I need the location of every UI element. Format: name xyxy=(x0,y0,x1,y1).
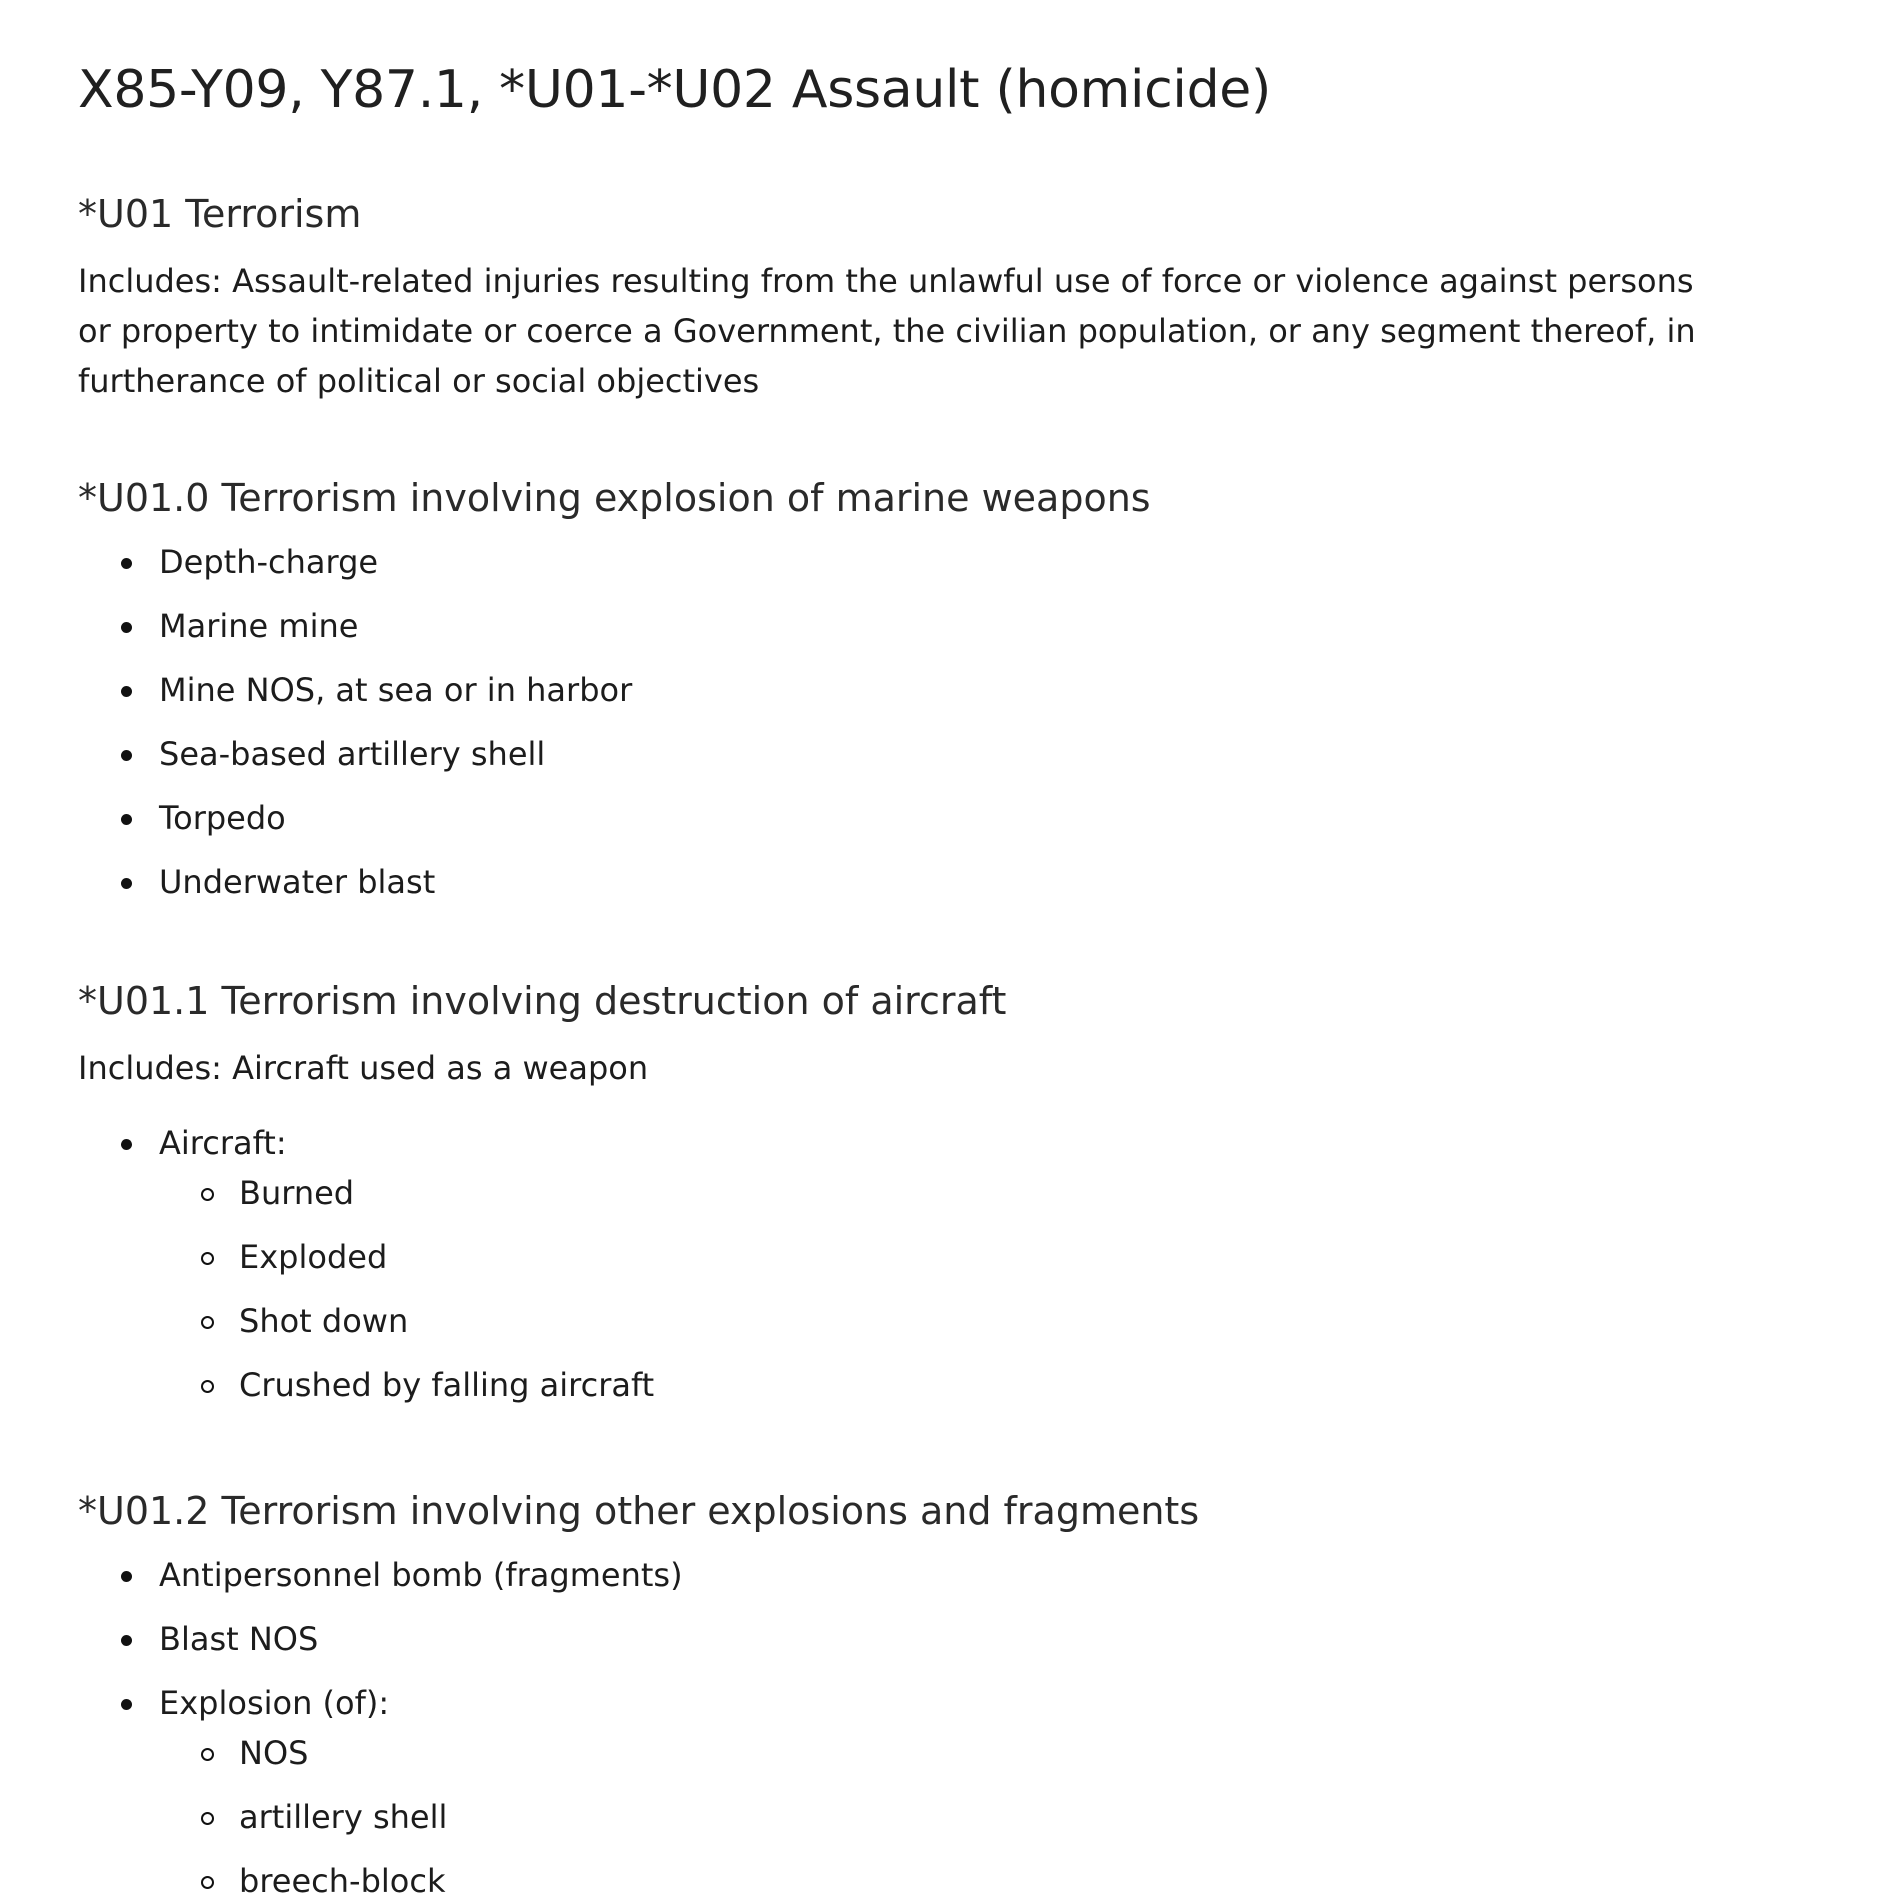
section-u01-2 xyxy=(78,1487,1718,1894)
sublist-item xyxy=(159,1301,1718,1341)
list-item-text: Mine NOS, at sea or in harbor xyxy=(159,671,633,709)
sublist-item-text: Burned xyxy=(239,1174,355,1212)
section-u01-0 xyxy=(78,474,1718,926)
bullet-icon xyxy=(121,558,132,569)
bullet-icon xyxy=(121,1139,132,1150)
bullet-icon xyxy=(121,878,132,889)
sublist-explosion xyxy=(159,1733,1718,1894)
list-item xyxy=(78,798,1718,838)
section-u01 xyxy=(78,190,1718,406)
sublist-item-text: artillery shell xyxy=(239,1798,448,1836)
list-u01-1 xyxy=(78,1123,1718,1405)
circle-bullet-icon xyxy=(201,1876,214,1889)
sublist-item-text: breech-block xyxy=(239,1862,446,1894)
sublist-item-text: Shot down xyxy=(239,1302,409,1340)
list-item xyxy=(78,1619,1718,1659)
sublist-item xyxy=(159,1173,1718,1213)
list-item xyxy=(78,542,1718,582)
section-heading-u01-1: *U01.1 Terrorism involving destruction of aircraft xyxy=(78,979,1007,1023)
section-heading-u01-2: *U01.2 Terrorism involving other explosions and fragments xyxy=(78,1489,1200,1533)
list-item xyxy=(78,1683,1718,1894)
list-item-text: Underwater blast xyxy=(159,863,436,901)
sublist-aircraft xyxy=(159,1173,1718,1405)
sublist-item xyxy=(159,1237,1718,1277)
list-item xyxy=(78,1555,1718,1595)
bullet-icon xyxy=(121,1635,132,1646)
list-item-text: Antipersonnel bomb (fragments) xyxy=(159,1556,683,1594)
sublist-item-text: NOS xyxy=(239,1734,309,1772)
includes-note-u01: Includes: Assault-related injuries resulting from the unlawful use of force or violence against persons or property to intimidate or coerce a Government, the civilian population, or any segment thereof, in furtherance of political or social objectives xyxy=(78,262,1696,400)
list-item-text: Marine mine xyxy=(159,607,359,645)
circle-bullet-icon xyxy=(201,1316,214,1329)
list-item xyxy=(78,862,1718,902)
bullet-icon xyxy=(121,1699,132,1710)
sublist-item xyxy=(159,1365,1718,1405)
list-item xyxy=(78,734,1718,774)
list-u01-2 xyxy=(78,1555,1718,1894)
circle-bullet-icon xyxy=(201,1252,214,1265)
circle-bullet-icon xyxy=(201,1380,214,1393)
list-item-text: Aircraft: xyxy=(159,1124,287,1162)
includes-note-u01-1: Includes: Aircraft used as a weapon xyxy=(78,1049,649,1087)
sublist-item-text: Exploded xyxy=(239,1238,388,1276)
list-item-text: Blast NOS xyxy=(159,1620,319,1658)
section-heading-u01: *U01 Terrorism xyxy=(78,192,362,236)
page-title: X85-Y09, Y87.1, *U01-*U02 Assault (homicide) xyxy=(78,60,1271,120)
bullet-icon xyxy=(121,750,132,761)
bullet-icon xyxy=(121,1571,132,1582)
sublist-item xyxy=(159,1797,1718,1837)
list-item-text: Sea-based artillery shell xyxy=(159,735,546,773)
section-heading-u01-0: *U01.0 Terrorism involving explosion of marine weapons xyxy=(78,476,1151,520)
bullet-icon xyxy=(121,686,132,697)
list-item-text: Torpedo xyxy=(159,799,286,837)
circle-bullet-icon xyxy=(201,1188,214,1201)
sublist-item xyxy=(159,1733,1718,1773)
section-u01-1 xyxy=(78,977,1718,1429)
list-item xyxy=(78,1123,1718,1405)
circle-bullet-icon xyxy=(201,1812,214,1825)
bullet-icon xyxy=(121,814,132,825)
list-item-text: Explosion (of): xyxy=(159,1684,390,1722)
bullet-icon xyxy=(121,622,132,633)
circle-bullet-icon xyxy=(201,1748,214,1761)
list-item xyxy=(78,670,1718,710)
sublist-item-text: Crushed by falling aircraft xyxy=(239,1366,655,1404)
list-u01-0 xyxy=(78,542,1718,902)
list-item-text: Depth-charge xyxy=(159,543,379,581)
list-item xyxy=(78,606,1718,646)
sublist-item xyxy=(159,1861,1718,1894)
